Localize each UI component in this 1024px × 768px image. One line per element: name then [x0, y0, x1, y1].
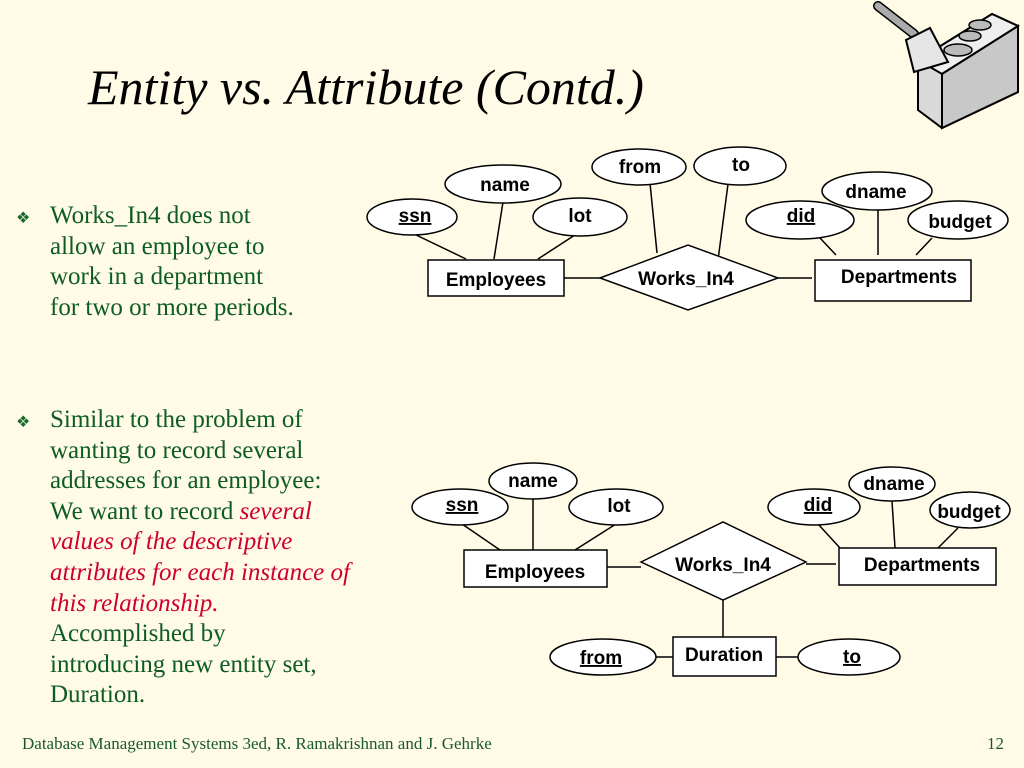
relationship-label: Works_In4: [675, 555, 771, 576]
attr-lot-label: lot: [568, 206, 592, 227]
attr-lot-label: lot: [607, 496, 631, 517]
attr-from-label: from: [579, 648, 623, 669]
bullet-2-line: addresses for an employee:: [50, 467, 322, 495]
page-number: 12: [987, 734, 1004, 753]
diamond-bullet-icon: ❖: [16, 210, 31, 227]
diamond-bullet-icon: ❖: [16, 414, 31, 431]
slide-title: Entity vs. Attribute (Contd.): [88, 59, 644, 115]
relationship-label: Works_In4: [638, 269, 734, 290]
bullet-2-line: Accomplished by: [50, 620, 226, 648]
attr-from-label: from: [618, 157, 662, 178]
bullet-2-emphasis: several: [239, 497, 312, 525]
attr-did-label: did: [786, 206, 816, 227]
entity-departments-label: Departments: [840, 267, 958, 288]
bullet-1-line: for two or more periods.: [50, 293, 294, 321]
attr-budget-label: budget: [937, 502, 1001, 523]
bullet-2-emphasis-line: attributes for each instance of: [50, 558, 350, 586]
bullet-2-line: Similar to the problem of: [50, 406, 303, 433]
attr-to-label: to: [843, 647, 861, 668]
bullet-2-prefix: We want to record: [50, 497, 240, 525]
attr-did-label: did: [803, 495, 833, 516]
bullet-1-line: allow an employee to: [50, 232, 265, 260]
attr-dname-label: dname: [863, 474, 925, 495]
entity-employees-label: Employees: [445, 270, 547, 291]
attr-ssn-label: ssn: [398, 206, 432, 227]
entity-employees-label: Employees: [484, 562, 586, 583]
bullet-1-line: Works_In4 does not: [50, 202, 251, 229]
entity-departments-label: Departments: [863, 555, 981, 576]
entity-duration-label: Duration: [684, 645, 764, 666]
bullet-2-line: wanting to record several: [50, 436, 304, 464]
attr-to-label: to: [732, 155, 750, 176]
attr-name-label: name: [480, 175, 530, 196]
bullet-2-emphasis-line: this relationship.: [50, 589, 219, 617]
attr-dname-label: dname: [845, 182, 907, 203]
bullet-2-line: introducing new entity set,: [50, 650, 317, 678]
bullet-1-line: work in a department: [50, 263, 264, 291]
footer-citation: Database Management Systems 3ed, R. Ramakrishnan and J. Gehrke: [22, 734, 492, 753]
bullet-2-emphasis-line: values of the descriptive: [50, 528, 293, 556]
attr-ssn-label: ssn: [445, 495, 479, 516]
bullet-2-line: Duration.: [50, 681, 146, 709]
attr-name-label: name: [508, 471, 558, 492]
attr-budget-label: budget: [928, 212, 992, 233]
